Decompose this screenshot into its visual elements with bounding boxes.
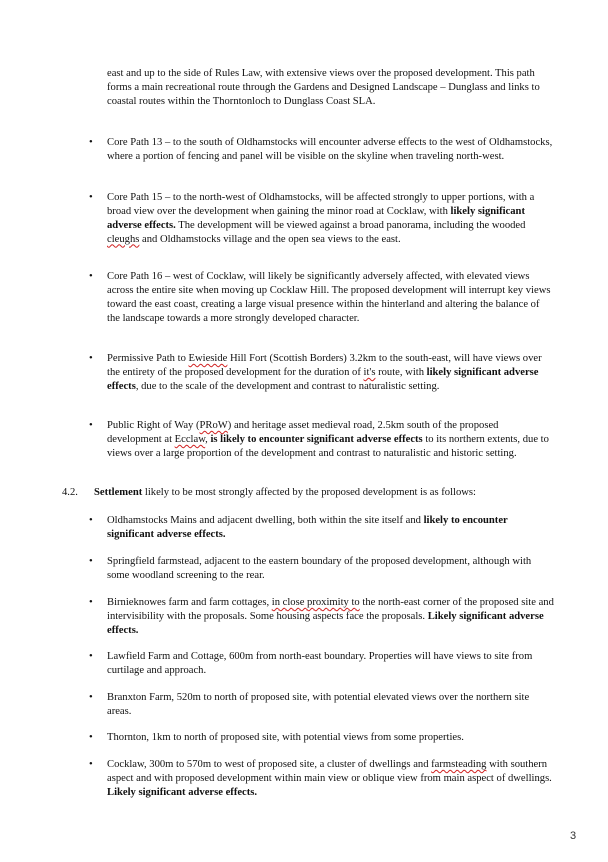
bullet-icon: • <box>89 271 93 282</box>
list-item-text: Permissive Path to Ewieside Hill Fort (Scottish Borders) 3.2km to the south-east, will have views over the entirety of the proposed development for the duration of it's route, with likely significant adverse effects, due to the scale of the development and contrast to naturalistic setting. <box>107 353 542 392</box>
list-item-text: Oldhamstocks Mains and adjacent dwelling, both within the site itself and likely to encounter significant adverse effects. <box>107 515 508 540</box>
bullet-icon: • <box>89 759 93 770</box>
section-number: 4.2. <box>62 487 78 498</box>
bullet-icon: • <box>89 732 93 743</box>
list-item-text: Public Right of Way (PRoW) and heritage asset medieval road, 2.5km south of the proposed development at Ecclaw, is likely to encounter significant adverse effects to its northern extents, due to views over a large proportion of the development and contrast to naturalistic and historic setting. <box>107 420 549 459</box>
bullet-icon: • <box>89 651 93 662</box>
bullet-icon: • <box>89 353 93 364</box>
list-item-text: Lawfield Farm and Cottage, 600m from north-east boundary. Properties will have views to site from curtilage and approach. <box>107 651 533 676</box>
bullet-icon: • <box>89 420 93 431</box>
list-item-text: Cocklaw, 300m to 570m to west of proposed site, a cluster of dwellings and farmsteading with southern aspect and with proposed development within main view or oblique view from main aspect of dwellings. Likely significant adverse effects. <box>107 759 552 798</box>
list-item-text: Branxton Farm, 520m to north of proposed site, with potential elevated views over the northern site areas. <box>107 692 530 717</box>
list-item-text: Core Path 15 – to the north-west of Oldhamstocks, will be affected strongly to upper portions, with a broad view over the development when gaining the minor road at Cocklaw, with likely significant adverse effects. The development will be viewed against a broad panorama, including the wooded cleughs and Oldhamstocks village and the open sea views to the east. <box>107 192 535 245</box>
list-item-text: Core Path 13 – to the south of Oldhamstocks will encounter adverse effects to the west of Oldhamstocks, where a portion of fencing and panel will be visible on the skyline when traveling north-west. <box>107 137 553 162</box>
list-item-text: Springfield farmstead, adjacent to the eastern boundary of the proposed development, although with some woodland screening to the rear. <box>107 556 532 581</box>
list-item-text: Thornton, 1km to north of proposed site, with potential views from some properties. <box>107 732 464 743</box>
bullet-icon: • <box>89 597 93 608</box>
bullet-icon: • <box>89 692 93 703</box>
bullet-icon: • <box>89 192 93 203</box>
bullet-icon: • <box>89 515 93 526</box>
bullet-icon: • <box>89 556 93 567</box>
continuation-paragraph: east and up to the side of Rules Law, with extensive views over the proposed development. This path forms a main recreational route through the Gardens and Designed Landscape – Dunglass and links to coastal routes within the Thorntonloch to Dunglass Coast SLA. <box>107 68 540 107</box>
section-text: Settlement likely to be most strongly affected by the proposed development is as follows: <box>94 487 476 498</box>
list-item-text: Core Path 16 – west of Cocklaw, will likely be significantly adversely affected, with elevated views across the entire site when moving up Cocklaw Hill. The proposed development will interrupt key views toward the east coast, creating a large visual presence within the hinterland and altering the balance of the landscape towards a more strongly developed character. <box>107 271 551 324</box>
list-item-text: Birnieknowes farm and farm cottages, in close proximity to the north-east corner of the proposed site and intervisibility with the proposals. Some housing aspects face the proposals. Likely significant adverse effects. <box>107 597 554 636</box>
page-number: 3 <box>570 830 577 842</box>
bullet-icon: • <box>89 137 93 148</box>
